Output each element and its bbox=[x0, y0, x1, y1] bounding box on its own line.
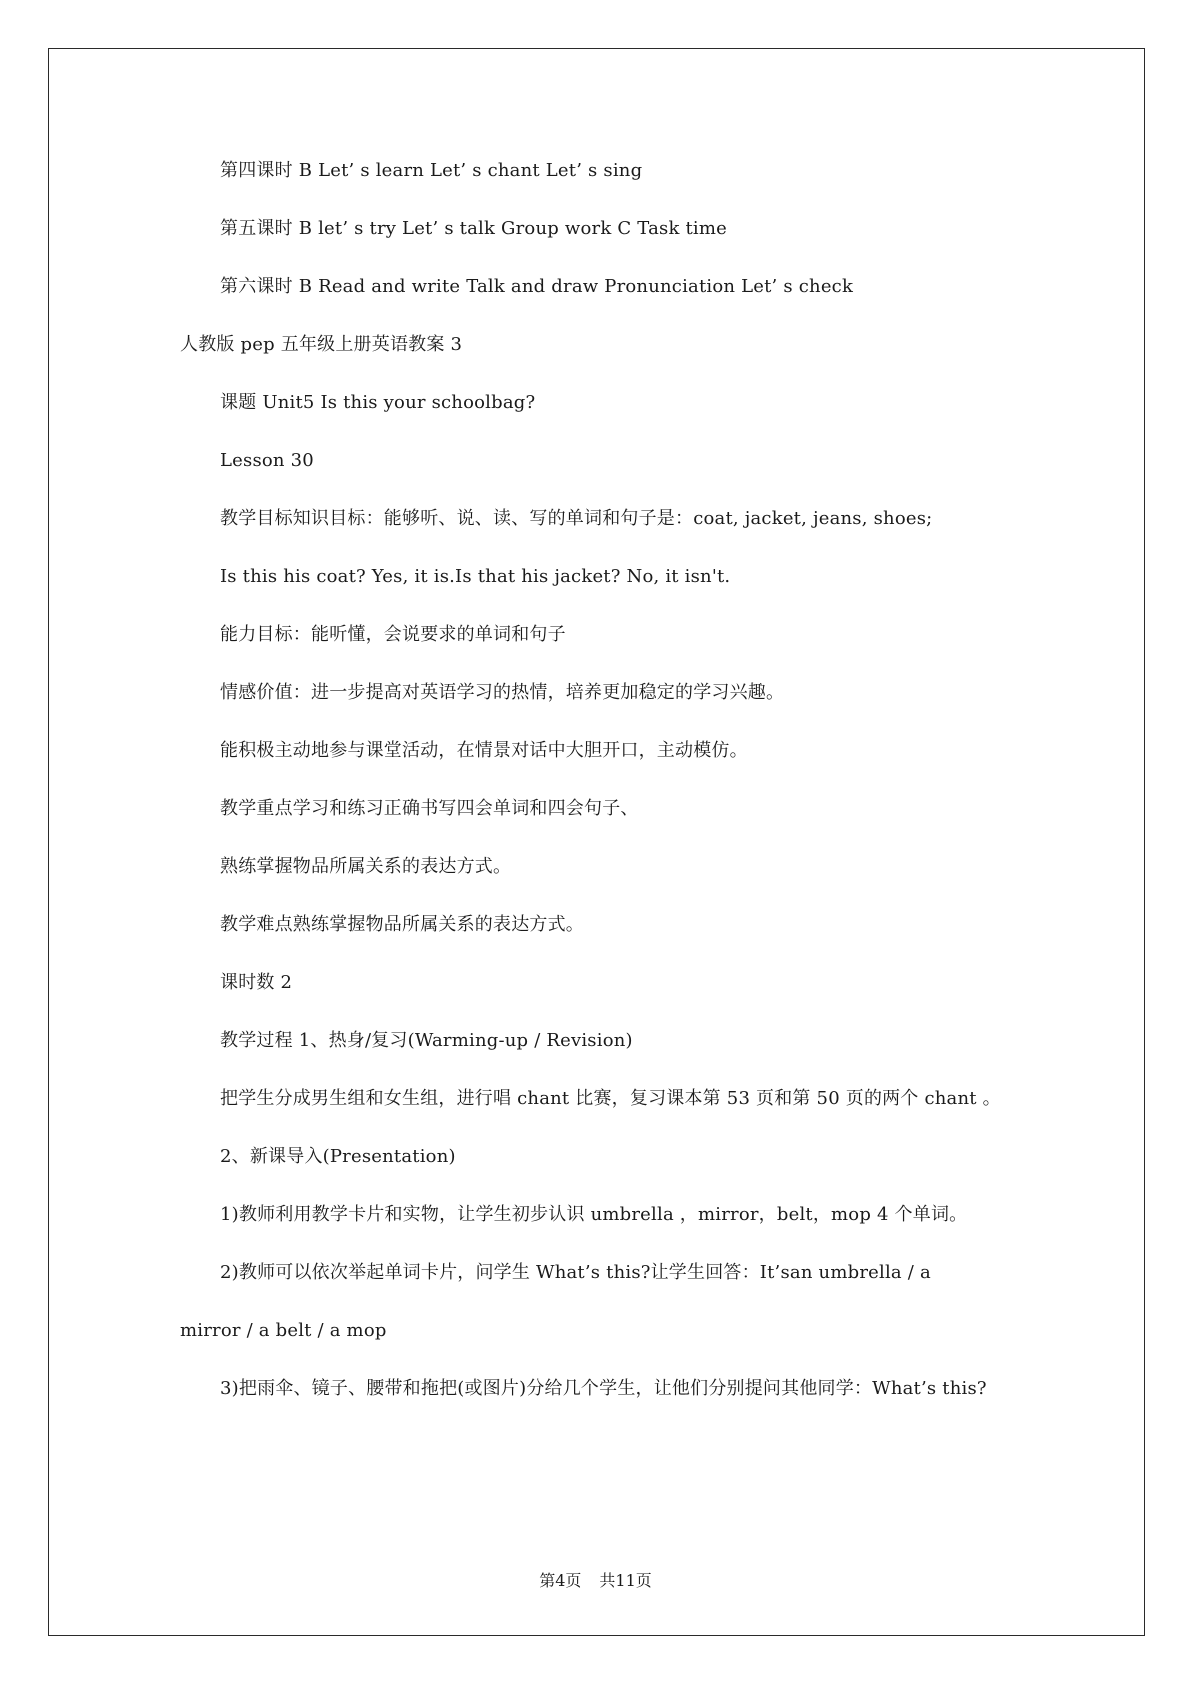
text-line: 能积极主动地参与课堂活动，在情景对话中大胆开口，主动模仿。 bbox=[220, 740, 748, 761]
page-total: 共11页 bbox=[599, 1571, 652, 1590]
text-line: 课时数 2 bbox=[220, 972, 293, 993]
page-footer bbox=[0, 1568, 1191, 1591]
text-line: 教学难点熟练掌握物品所属关系的表达方式。 bbox=[220, 914, 584, 935]
text-line: 把学生分成男生组和女生组，进行唱 chant 比赛，复习课本第 53 页和第 50 页的两个 chant 。 bbox=[220, 1088, 1001, 1109]
text-line: 2、新课导入(Presentation) bbox=[220, 1146, 456, 1167]
text-line: Lesson 30 bbox=[220, 450, 314, 471]
page-number: 第4页 bbox=[539, 1571, 582, 1590]
text-line: 第四课时 B Let’ s learn Let’ s chant Let’ s sing bbox=[220, 160, 643, 181]
text-line: 能力目标：能听懂，会说要求的单词和句子 bbox=[220, 624, 566, 645]
text-line: Is this his coat? Yes, it is.Is that his jacket? No, it isn't. bbox=[220, 566, 731, 587]
text-line: 1)教师利用教学卡片和实物，让学生初步认识 umbrella ，mirror，belt，mop 4 个单词。 bbox=[220, 1204, 968, 1225]
text-line: 熟练掌握物品所属关系的表达方式。 bbox=[220, 856, 512, 877]
text-line: 教学重点学习和练习正确书写四会单词和四会句子、 bbox=[220, 798, 639, 819]
text-line: 第五课时 B let’ s try Let’ s talk Group work C Task time bbox=[220, 218, 727, 239]
text-line: 3)把雨伞、镜子、腰带和拖把(或图片)分给几个学生，让他们分别提问其他同学：What’s this? bbox=[220, 1378, 987, 1399]
section-heading: 人教版 pep 五年级上册英语教案 3 bbox=[180, 334, 463, 355]
text-line: 第六课时 B Read and write Talk and draw Pronunciation Let’ s check bbox=[220, 276, 854, 297]
text-line: mirror / a belt / a mop bbox=[180, 1320, 387, 1341]
text-line: 教学目标知识目标：能够听、说、读、写的单词和句子是：coat, jacket, jeans, shoes; bbox=[220, 508, 933, 529]
text-line: 课题 Unit5 Is this your schoolbag? bbox=[220, 392, 536, 413]
text-line: 2)教师可以依次举起单词卡片，问学生 What’s this?让学生回答：It’san umbrella / a bbox=[220, 1262, 931, 1283]
text-line: 教学过程 1、热身/复习(Warming-up / Revision) bbox=[220, 1030, 633, 1051]
text-line: 情感价值：进一步提高对英语学习的热情，培养更加稳定的学习兴趣。 bbox=[220, 682, 785, 703]
